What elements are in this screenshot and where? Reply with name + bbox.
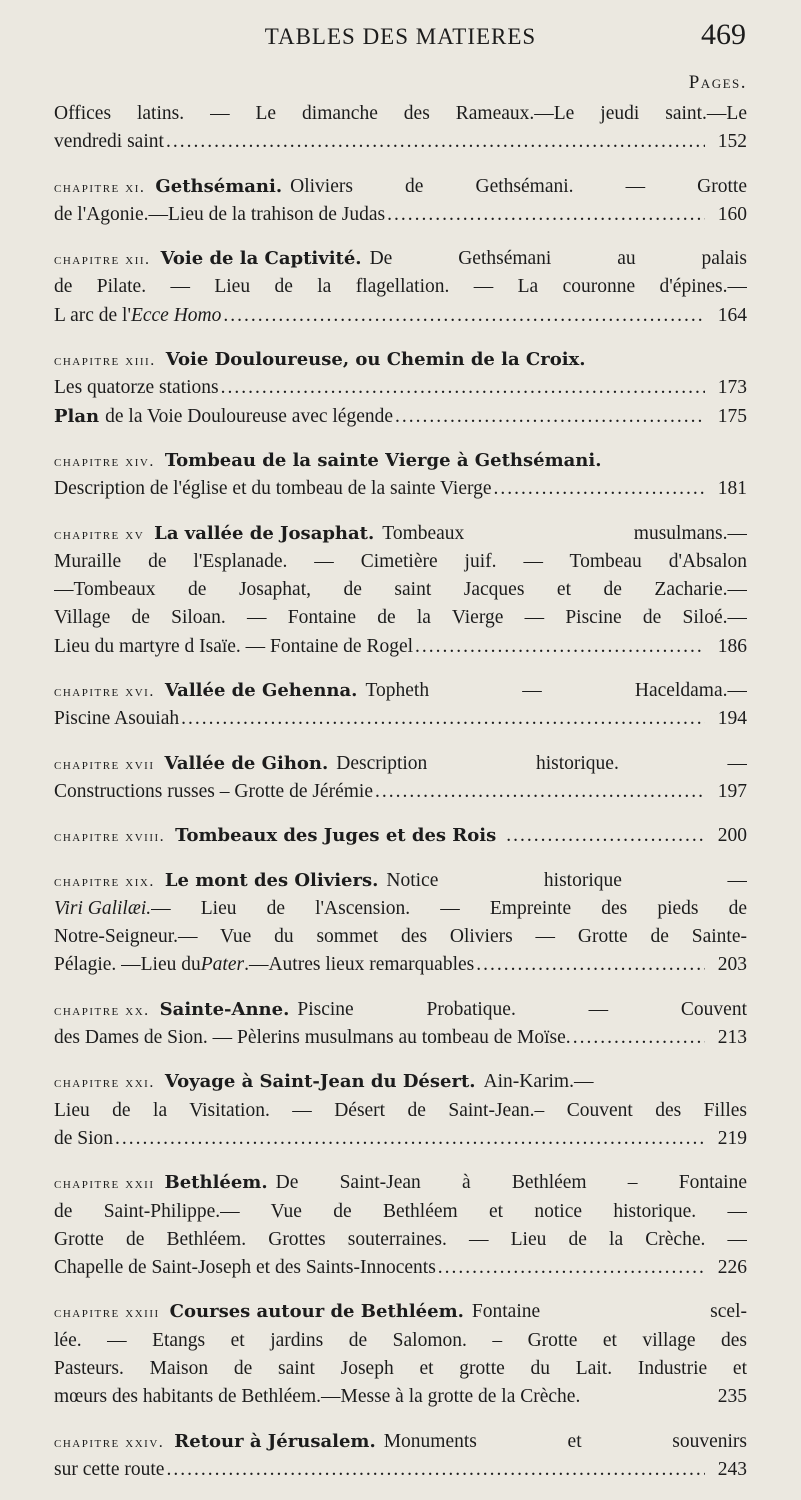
- leader-dots: [223, 302, 705, 330]
- entry-text: de Saint-Philippe.— Vue de Bethléem et notice historique. —: [54, 1200, 747, 1222]
- entry-text: Grotte de Bethléem. Grottes souterraines. — Lieu de la Crèche. —: [54, 1228, 747, 1250]
- entry-text: Monuments et souvenirs: [383, 1430, 747, 1452]
- entry-page: 243: [717, 1458, 747, 1480]
- entry-text: Notice historique —: [386, 869, 747, 891]
- chapter-title: Tombeau de la sainte Vierge à Gethsémani.: [164, 449, 602, 471]
- chapter-number: chapitre xxiii: [54, 1304, 160, 1322]
- entry-text-italic: Pater: [200, 954, 245, 976]
- entry-text: —Tombeaux de Josaphat, de saint Jacques et de Zacharie.—: [54, 579, 747, 601]
- toc-entry: [54, 1169, 747, 1282]
- chapter-number: chapitre xxi.: [54, 1074, 155, 1092]
- toc-entry: [54, 447, 747, 504]
- entry-text: de l'Agonie.—Lieu de la trahison de Judas: [54, 203, 386, 225]
- entry-text: Chapelle de Saint-Joseph et des Saints-Innocents: [54, 1257, 436, 1279]
- leader-dots: [375, 778, 705, 806]
- chapter-title: Le mont des Oliviers.: [164, 869, 379, 891]
- sub-entry-title: Plan: [54, 405, 100, 427]
- chapter-number: chapitre xx.: [54, 1001, 150, 1019]
- entry-text: Muraille de l'Esplanade. — Cimetière juif. — Tombeau d'Absalon: [54, 550, 747, 572]
- entry-text: De Gethsémani au palais: [369, 248, 747, 270]
- chapter-title: Voyage à Saint-Jean du Désert.: [164, 1071, 476, 1093]
- table-of-contents: [54, 100, 747, 1500]
- entry-text: Pélagie. —Lieu du: [54, 954, 201, 976]
- entry-page: 194: [717, 708, 747, 730]
- entry-text: vendredi saint: [54, 131, 164, 153]
- chapter-title: Courses autour de Bethléem.: [169, 1301, 464, 1323]
- entry-text-italic: Ecce Homo: [130, 304, 222, 326]
- leader-dots: [115, 1125, 705, 1153]
- entry-page: 235: [717, 1386, 747, 1408]
- entry-text: L arc de l': [54, 304, 131, 326]
- entry-page: 152: [717, 131, 747, 153]
- entry-page: 226: [717, 1257, 747, 1279]
- chapter-title: Voie Douloureuse, ou Chemin de la Croix.: [165, 349, 586, 371]
- chapter-title: Sainte-Anne.: [159, 998, 290, 1020]
- leader-dots: [387, 201, 705, 229]
- chapter-number: chapitre xiii.: [54, 352, 156, 370]
- entry-page: 160: [717, 203, 747, 225]
- chapter-title: Gethsémani.: [155, 175, 283, 197]
- leader-dots: [506, 822, 705, 850]
- entry-page: 173: [717, 377, 747, 399]
- leader-dots: [476, 951, 705, 979]
- toc-entry: [54, 750, 747, 807]
- entry-text: Ain-Karim.—: [483, 1071, 594, 1093]
- chapter-number: chapitre xxii: [54, 1175, 155, 1193]
- page-number: 469: [701, 18, 746, 51]
- entry-text: Piscine Probatique. — Couvent: [297, 998, 747, 1020]
- entry-text: Lieu de la Visitation. — Désert de Saint-Jean.– Couvent des Filles: [54, 1099, 747, 1121]
- toc-entry: [54, 677, 747, 734]
- entry-page: 200: [717, 825, 747, 847]
- entry-text: Lieu du martyre d Isaïe. — Fontaine de Rogel: [54, 635, 414, 657]
- leader-dots: [438, 1254, 705, 1282]
- toc-entry: [54, 996, 747, 1053]
- entry-text: Tombeaux musulmans.—: [382, 522, 747, 544]
- entry-text: Description de l'église et du tombeau de la sainte Vierge: [54, 478, 492, 500]
- entry-text: Oliviers de Gethsémani. — Grotte: [290, 175, 747, 197]
- toc-entry: [54, 100, 747, 157]
- leader-dots: [494, 475, 705, 503]
- toc-entry: [54, 1428, 747, 1485]
- leader-dots: [181, 705, 705, 733]
- entry-page: 164: [717, 304, 747, 326]
- running-head: [0, 16, 801, 56]
- pages-column-label: Pages.: [688, 72, 747, 93]
- toc-entry: [54, 867, 747, 980]
- chapter-number: chapitre xvii: [54, 755, 155, 773]
- entry-text: de Pilate. — Lieu de la flagellation. — La couronne d'épines.—: [54, 276, 747, 298]
- leader-dots: [166, 1456, 705, 1484]
- entry-text: Description historique. —: [336, 752, 747, 774]
- chapter-title: Vallée de Gehenna.: [164, 680, 358, 702]
- toc-entry: [54, 173, 747, 230]
- leader-dots: [415, 633, 705, 661]
- entry-page: 219: [717, 1127, 747, 1149]
- entry-text: mœurs des habitants de Bethléem.—Messe à la grotte de la Crèche.: [54, 1386, 581, 1408]
- entry-text: des Dames de Sion. — Pèlerins musulmans au tombeau de Moïse.: [54, 1027, 571, 1049]
- entry-text: lée. — Etangs et jardins de Salomon. – Grotte et village des: [54, 1329, 747, 1351]
- entry-page: 181: [717, 478, 747, 500]
- chapter-number: chapitre xv: [54, 525, 145, 543]
- entry-page: 213: [717, 1027, 747, 1049]
- entry-text: .—Autres lieux remarquables: [244, 954, 475, 976]
- entry-text: Piscine Asouiah: [54, 708, 180, 730]
- entry-text: — Lieu de l'Ascension. — Empreinte des pieds de: [151, 897, 747, 919]
- entry-text: Fontaine scel-: [471, 1301, 747, 1323]
- entry-text-italic: Viri Galilæi.: [54, 897, 152, 919]
- entry-page: 203: [717, 954, 747, 976]
- toc-entry: [54, 1068, 747, 1153]
- chapter-title: Tombeaux des Juges et des Rois: [175, 825, 497, 847]
- entry-text: sur cette route: [54, 1458, 165, 1480]
- entry-text: Offices latins. — Le dimanche des Rameaux.—Le jeudi saint.—Le: [54, 103, 747, 124]
- entry-text: De Saint-Jean à Bethléem – Fontaine: [275, 1172, 747, 1194]
- chapter-title: Voie de la Captivité.: [160, 248, 362, 270]
- chapter-number: chapitre xix.: [54, 872, 155, 890]
- chapter-title: Retour à Jérusalem.: [174, 1430, 376, 1452]
- running-title: TABLES DES MATIERES: [264, 24, 537, 49]
- entry-page: 175: [717, 405, 747, 427]
- entry-text: de Sion: [54, 1127, 114, 1149]
- entry-text: de la Voie Douloureuse avec légende: [105, 405, 394, 427]
- chapter-title: Vallée de Gihon.: [164, 752, 329, 774]
- entry-text: Constructions russes – Grotte de Jérémie: [54, 780, 373, 802]
- leader-dots: [573, 1024, 705, 1052]
- chapter-title: Bethléem.: [164, 1172, 268, 1194]
- chapter-number: chapitre xxiv.: [54, 1433, 165, 1451]
- chapter-number: chapitre xii.: [54, 251, 151, 269]
- toc-entry: [54, 346, 747, 431]
- toc-entry: [54, 245, 747, 330]
- chapter-number: chapitre xviii.: [54, 828, 166, 846]
- chapter-number: chapitre xi.: [54, 178, 146, 196]
- entry-text: Pasteurs. Maison de saint Joseph et grotte du Lait. Industrie et: [54, 1357, 747, 1379]
- toc-entry: [54, 822, 747, 850]
- toc-entry: [54, 520, 747, 661]
- entry-page: 186: [717, 635, 747, 657]
- leader-dots: [395, 403, 705, 431]
- entry-text: Village de Siloan. — Fontaine de la Vierge — Piscine de Siloé.—: [54, 607, 747, 629]
- entry-text: Notre-Seigneur.— Vue du sommet des Oliviers — Grotte de Sainte-: [54, 926, 747, 948]
- leader-dots: [166, 128, 705, 156]
- entry-text: Les quatorze stations: [54, 377, 219, 399]
- entry-text: Topheth — Haceldama.—: [365, 680, 747, 702]
- toc-entry: [54, 1298, 747, 1411]
- chapter-number: chapitre xiv.: [54, 452, 155, 470]
- chapter-number: chapitre xvi.: [54, 683, 155, 701]
- entry-page: 197: [717, 780, 747, 802]
- chapter-title: La vallée de Josaphat.: [154, 522, 375, 544]
- leader-dots: [221, 374, 705, 402]
